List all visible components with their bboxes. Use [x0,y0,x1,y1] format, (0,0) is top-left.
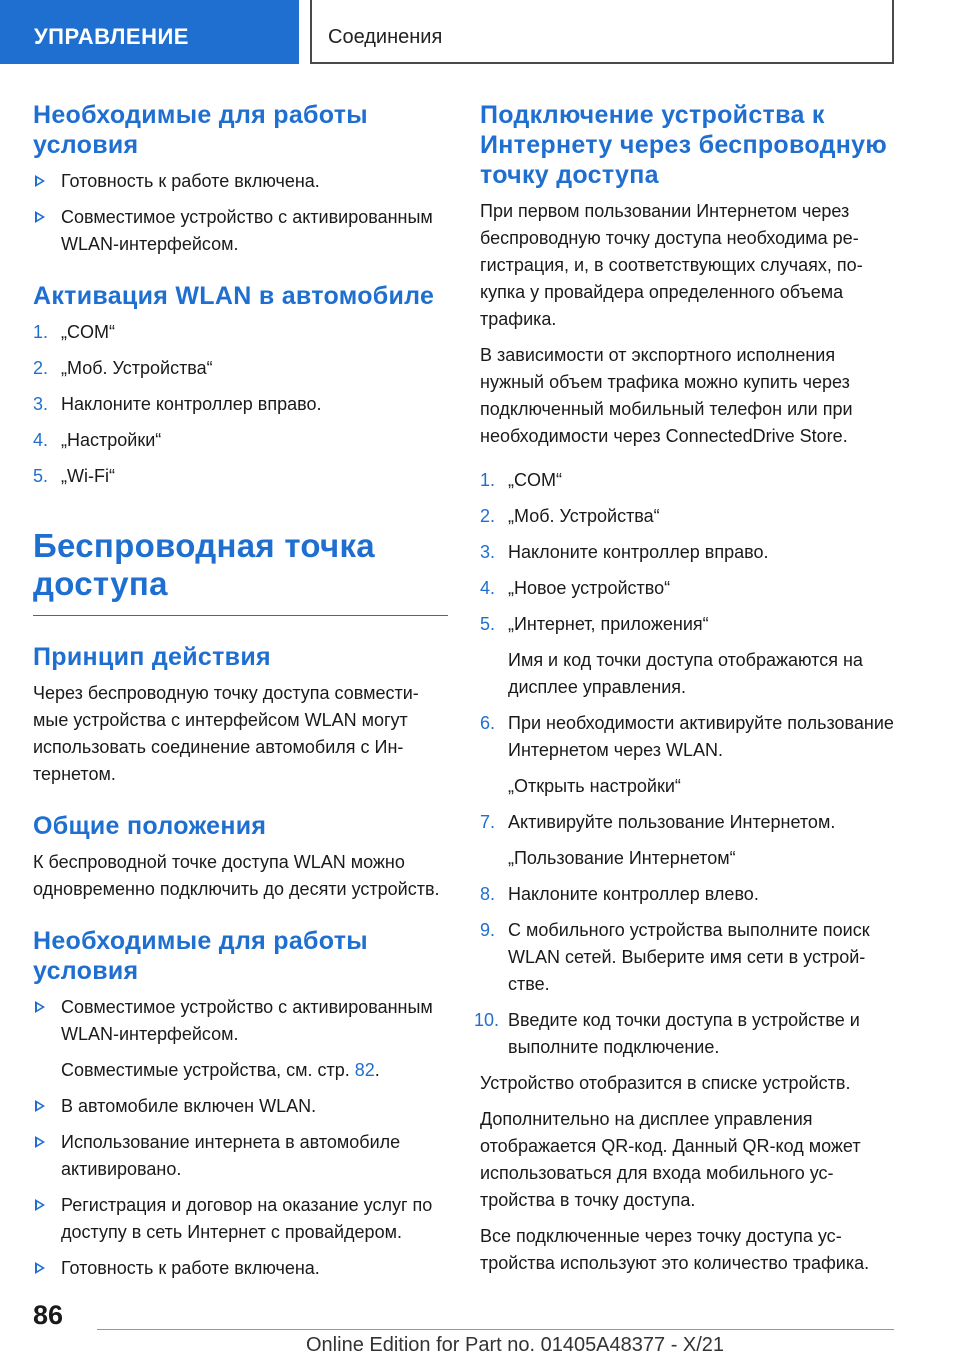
list-item: 5. „Интернет, приложения“ Имя и код точки доступа отображаются на дисплее управления. [480,614,863,697]
compatible-devices-note: Совместимые устройства, см. стр. 82. [61,1060,380,1080]
footer-edition: Online Edition for Part no. 01405A48377 - X/21 [306,1334,725,1356]
triangle-bullet-icon [35,1136,45,1148]
requirements-heading: Необходимые для работы условия [33,101,368,159]
list-item: В автомобиле включен WLAN. [33,1093,448,1120]
list-item: 5. „Wi-Fi“ [33,466,115,486]
activation-steps [33,319,448,490]
list-item: Регистрация и договор на оказание услуг по доступу в сеть Интернет с провайдером. [33,1192,448,1246]
list-item: 4. „Новое устройство“ [480,578,671,598]
hotspot-heading-block [33,527,448,616]
header-section-label: УПРАВЛЕНИЕ [0,0,299,64]
activation-heading: Активация WLAN в автомобиле [33,282,435,310]
list-item: 3. Наклоните контроллер вправо. [33,394,322,414]
list-item: 9. С мобильного устройства выполните поиск WLAN сетей. Выберите имя сети в устройстве. [480,920,870,994]
footer-divider [97,1329,894,1330]
header-chapter-label: Соединения [310,0,894,64]
list-item: 2. „Моб. Устройства“ [480,506,660,526]
list-item: 8. Наклоните контроллер влево. [480,884,759,904]
triangle-bullet-icon [35,1100,45,1112]
list-item: 3. Наклоните контроллер вправо. [480,542,769,562]
outro-paragraph-1: Устройство отобразится в списке устройств. [480,1073,851,1093]
general-heading: Общие положения [33,812,267,840]
outro-paragraph-2: Дополнительно на дисплее управления отображается QR-код. Данный QR-код может использоваться для входа мобильного устройства в точку доступа. [480,1109,861,1210]
list-item: 7. Активируйте пользование Интернетом. „Пользование Интернетом“ [480,812,836,868]
triangle-bullet-icon [35,1001,45,1013]
right-column [474,100,900,1286]
hotspot-heading: Беспроводная точка доступа [33,527,375,602]
list-item: 6. При необходимости активируйте пользование Интернетом через WLAN. „Открыть настройки“ [480,713,894,796]
list-item: Готовность к работе включена. [33,168,448,195]
principle-text: Через беспроводную точку доступа совместимые устройства с интерфейсом WLAN могут использовать соединение автомобиля с Интернетом. [33,683,419,784]
outro-paragraph-3: Все подключенные через точку доступа устройства используют это количество трафика. [480,1226,870,1273]
left-column [33,100,448,1291]
triangle-bullet-icon [35,175,45,187]
page-number: 86 [33,1300,64,1330]
intro-paragraph-2: В зависимости от экспортного исполнения нужный объем трафика можно купить через подключенный мобильный телефон или при необходимости через ConnectedDrive Store. [480,345,853,446]
list-item: Совместимое устройство с активированным WLAN-интерфейсом. Совместимые устройства, см. стр. 82. [33,994,448,1084]
triangle-bullet-icon [35,211,45,223]
list-item: Готовность к работе включена. [33,1255,448,1282]
requirements-list [33,168,448,258]
list-item: 1. „COM“ [480,470,562,490]
triangle-bullet-icon [35,1262,45,1274]
intro-paragraph-1: При первом пользовании Интернетом через беспроводную точку доступа необходима регистрация, и, в соответствующих случаях, покупка у провайдера определенного объема трафика. [480,201,863,329]
list-item: 2. „Моб. Устройства“ [33,358,213,378]
list-item: Использование интернета в автомобиле активировано. [33,1129,448,1183]
list-item: 10. Введите код точки доступа в устройстве и выполните подключение. [474,1010,860,1057]
connect-steps [474,467,900,1061]
connect-heading: Подключение устройства к Интернету через беспроводную точку доступа [480,101,888,189]
principle-heading: Принцип действия [33,643,271,671]
triangle-bullet-icon [35,1199,45,1211]
page-link[interactable]: 82 [354,1060,375,1080]
list-item: 1. „COM“ [33,322,115,342]
requirements-list-2 [33,994,448,1282]
list-item: Совместимое устройство с активированным WLAN-интерфейсом. [33,204,448,258]
requirements-heading-2: Необходимые для работы условия [33,927,368,985]
list-item: 4. „Настройки“ [33,430,162,450]
general-text: К беспроводной точке доступа WLAN можно одновременно подключить до десяти устройств. [33,852,440,899]
